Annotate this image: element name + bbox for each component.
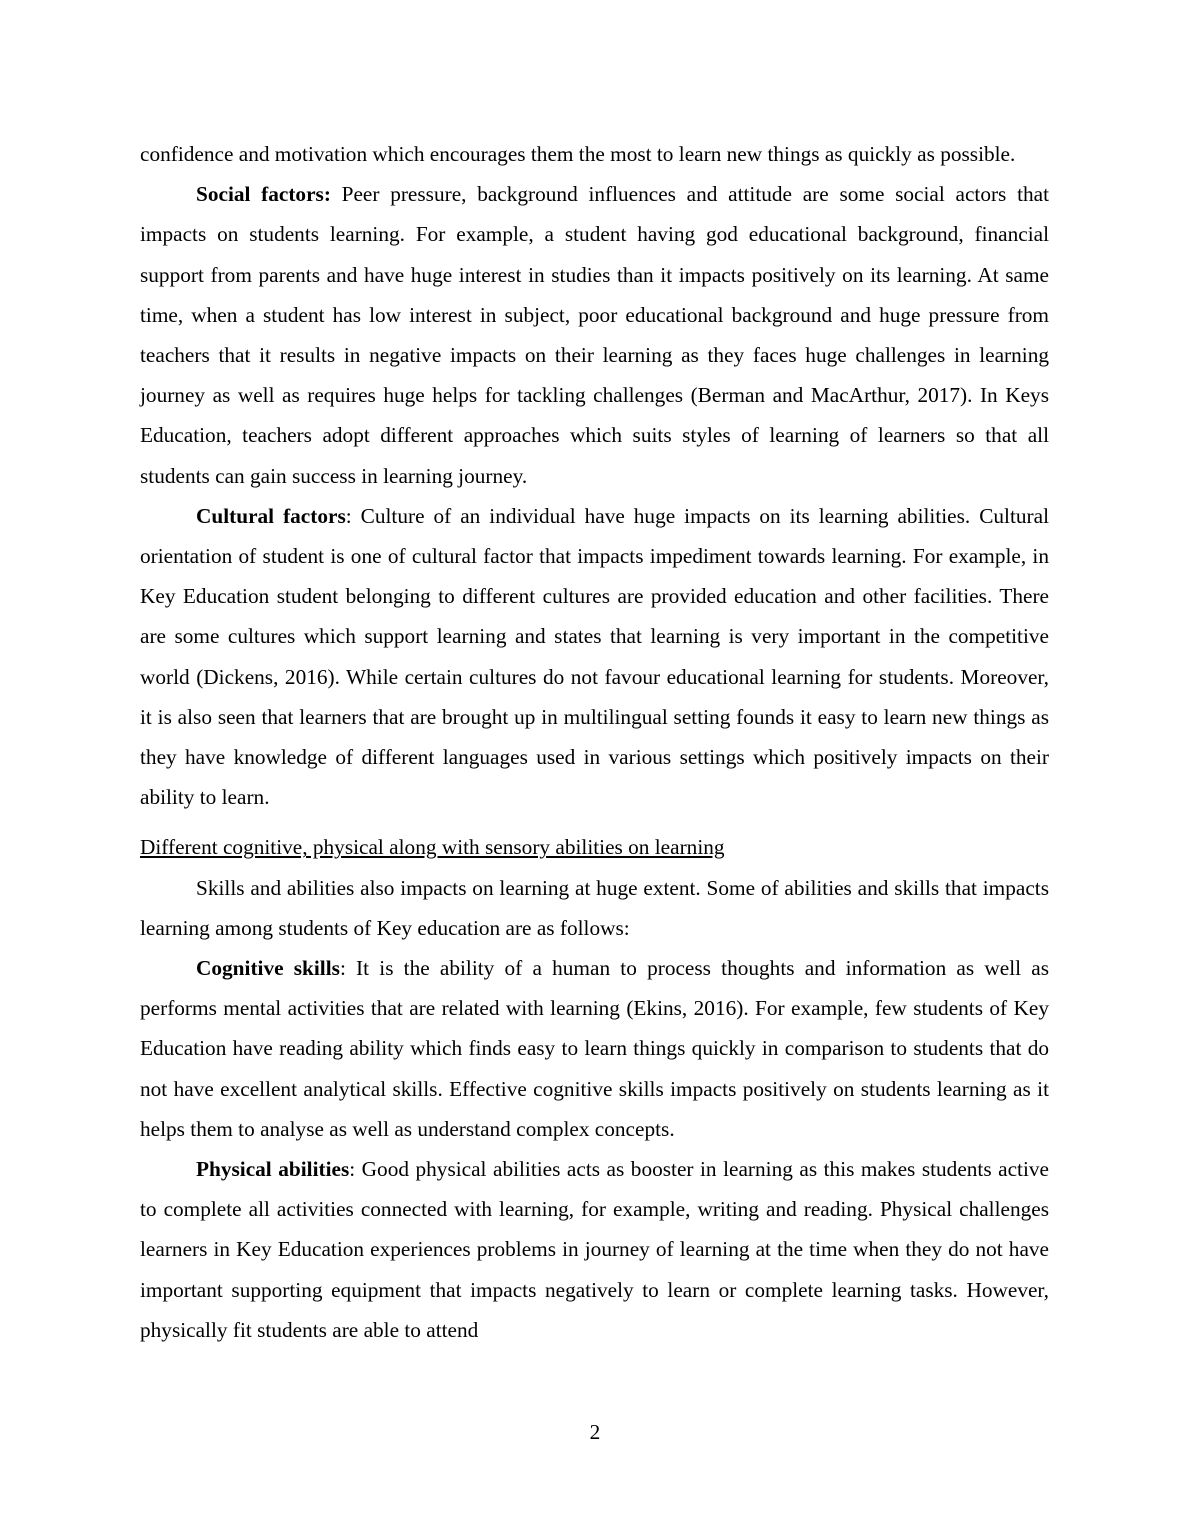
- intro-paragraph: Skills and abilities also impacts on learning at huge extent. Some of abilities and skills that impacts learning among students of Key education are as follows:: [140, 875, 1049, 940]
- cognitive-skills-paragraph: [140, 948, 1049, 1149]
- cognitive-skills-label: Cognitive skills: [196, 956, 340, 981]
- physical-abilities-paragraph: [140, 1149, 1049, 1350]
- cognitive-skills-text: : It is the ability of a human to process thoughts and information as well as performs mental activities that are related with learning (Ekins, 2016). For example, few students of Key Education have reading ability which finds easy to learn things quickly in comparison to students that do not have excellent analytical skills. Effective cognitive skills impacts positively on students learning as it helps them to analyse as well as understand complex concepts.: [140, 956, 1049, 1141]
- physical-abilities-label: Physical abilities: [196, 1157, 350, 1182]
- page-number: 2: [589, 1420, 601, 1444]
- document-body: [140, 134, 1049, 1350]
- social-factors-label: Social factors:: [196, 182, 331, 207]
- physical-abilities-text: : Good physical abilities acts as booster in learning as this makes students active to complete all activities connected with learning, for example, writing and reading. Physical challenges learners in Key Education experiences problems in journey of learning at the time when they do not have important supporting equipment that impacts negatively to learn or complete learning tasks. However, physically fit students are able to attend: [140, 1157, 1049, 1342]
- cultural-factors-label: Cultural factors: [196, 503, 346, 528]
- social-factors-paragraph: [140, 174, 1049, 496]
- cultural-factors-text: : Culture of an individual have huge impacts on its learning abilities. Cultural orientation of student is one of cultural factor that impacts impediment towards learning. For example, in Key Education student belonging to different cultures are provided education and other facilities. There are some cultures which support learning and states that learning is very important in the competitive world (Dickens, 2016). While certain cultures do not favour educational learning for students. Moreover, it is also seen that learners that are brought up in multilingual setting founds it easy to learn new things as they have knowledge of different languages used in various settings which positively impacts on their ability to learn.: [140, 503, 1049, 810]
- continuation-paragraph: confidence and motivation which encourages them the most to learn new things as quickly as possible.: [140, 142, 1016, 166]
- section-heading: Different cognitive, physical along with sensory abilities on learning: [140, 835, 725, 860]
- cultural-factors-paragraph: [140, 496, 1049, 818]
- social-factors-text: Peer pressure, background influences and attitude are some social actors that impacts on students learning. For example, a student having god educational background, financial support from parents and have huge interest in studies than it impacts positively on its learning. At same time, when a student has low interest in subject, poor educational background and huge pressure from teachers that it results in negative impacts on their learning as they faces huge challenges in learning journey as well as requires huge helps for tackling challenges (Berman and MacArthur, 2017). In Keys Education, teachers adopt different approaches which suits styles of learning of learners so that all students can gain success in learning journey.: [140, 182, 1049, 488]
